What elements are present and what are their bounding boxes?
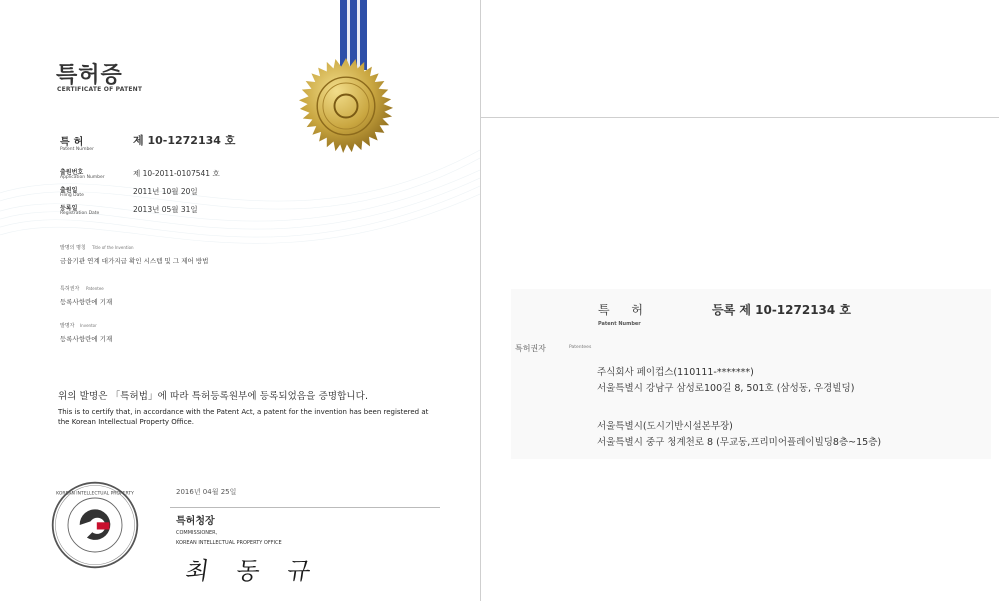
inventor-label-en: Inventor	[80, 323, 97, 328]
patentee-1-name: 주식회사 페이컵스(110111-*******)	[597, 367, 754, 378]
commissioner-signature: 최 동 규	[183, 557, 323, 585]
registration-date: 2013년 05월 31일	[133, 205, 198, 214]
patentee-2-name: 서울특별시(도시기반시설본부장)	[597, 421, 733, 432]
patentee-2-address: 서울특별시 중구 청계천로 8 (무교동,프리미어플레이빌딩8층~15층)	[597, 437, 882, 448]
inventor-value: 등록사항란에 기재	[60, 335, 113, 343]
patentee-value: 등록사항란에 기재	[60, 298, 113, 306]
application-number: 제 10-2011-0107541 호	[133, 169, 220, 178]
office-name-en: KOREAN INTELLECTUAL PROPERTY OFFICE	[176, 540, 282, 546]
patentee-label-en: Patentee	[86, 286, 104, 291]
inventor-label: 발명자	[60, 323, 75, 329]
invention-title-label: 발명의 명칭	[60, 245, 86, 251]
filing-date-label: 출원일	[60, 187, 78, 194]
invention-title-label-en: Title of the Invention	[92, 245, 134, 250]
patent-number: 제 10-1272134 호	[133, 134, 236, 147]
certificate-title: 특허증	[56, 63, 123, 88]
certification-statement-ko: 위의 발명은 「특허법」에 따라 특허등록원부에 등록되었음을 증명합니다.	[58, 391, 369, 402]
registration-date-label: 등록일	[60, 205, 78, 212]
commissioner-title-en: COMMISSIONER,	[176, 530, 218, 536]
patent-certificate	[0, 0, 481, 601]
invention-title: 금융기관 연계 대가지급 확인 시스템 및 그 제어 방법	[60, 257, 209, 265]
registration-number: 등록 제 10-1272134 호	[712, 303, 852, 317]
patent-label: 특허	[60, 137, 88, 148]
divider	[170, 507, 440, 508]
gold-seal-icon	[298, 58, 394, 154]
patentees-label-en: Patentees	[569, 345, 592, 350]
patentee-label: 특허권자	[60, 286, 80, 292]
patentees-label: 특허권자	[515, 344, 546, 353]
blank-page	[481, 0, 999, 118]
certificate-title-en: CERTIFICATE OF PATENT	[57, 86, 143, 93]
kipo-emblem-icon	[50, 480, 140, 570]
commissioner-title: 특허청장	[176, 516, 215, 527]
reg-patent-label: 특 허	[598, 303, 652, 317]
patent-label-en: Patent Number	[60, 147, 94, 152]
issue-date: 2016년 04월 25일	[176, 488, 237, 496]
svg-text:KOREAN INTELLECTUAL PROPERTY: KOREAN INTELLECTUAL PROPERTY	[56, 491, 134, 497]
registration-date-label-en: Registration Date	[60, 211, 100, 216]
application-label-en: Application Number	[60, 175, 105, 180]
reg-patent-label-en: Patent Number	[598, 321, 641, 327]
registration-page	[481, 119, 999, 601]
patentee-1-address: 서울특별시 강남구 삼성로100길 8, 501호 (삼성동, 우경빌딩)	[597, 383, 855, 394]
filing-date: 2011년 10월 20일	[133, 187, 198, 196]
filing-date-label-en: Filing Date	[60, 193, 84, 198]
application-label: 출원번호	[60, 169, 84, 176]
certification-statement-en: This is to certify that, in accordance with the Patent Act, a patent for the invention has been registered at the Korean Intellectual Property Office.	[58, 408, 429, 426]
